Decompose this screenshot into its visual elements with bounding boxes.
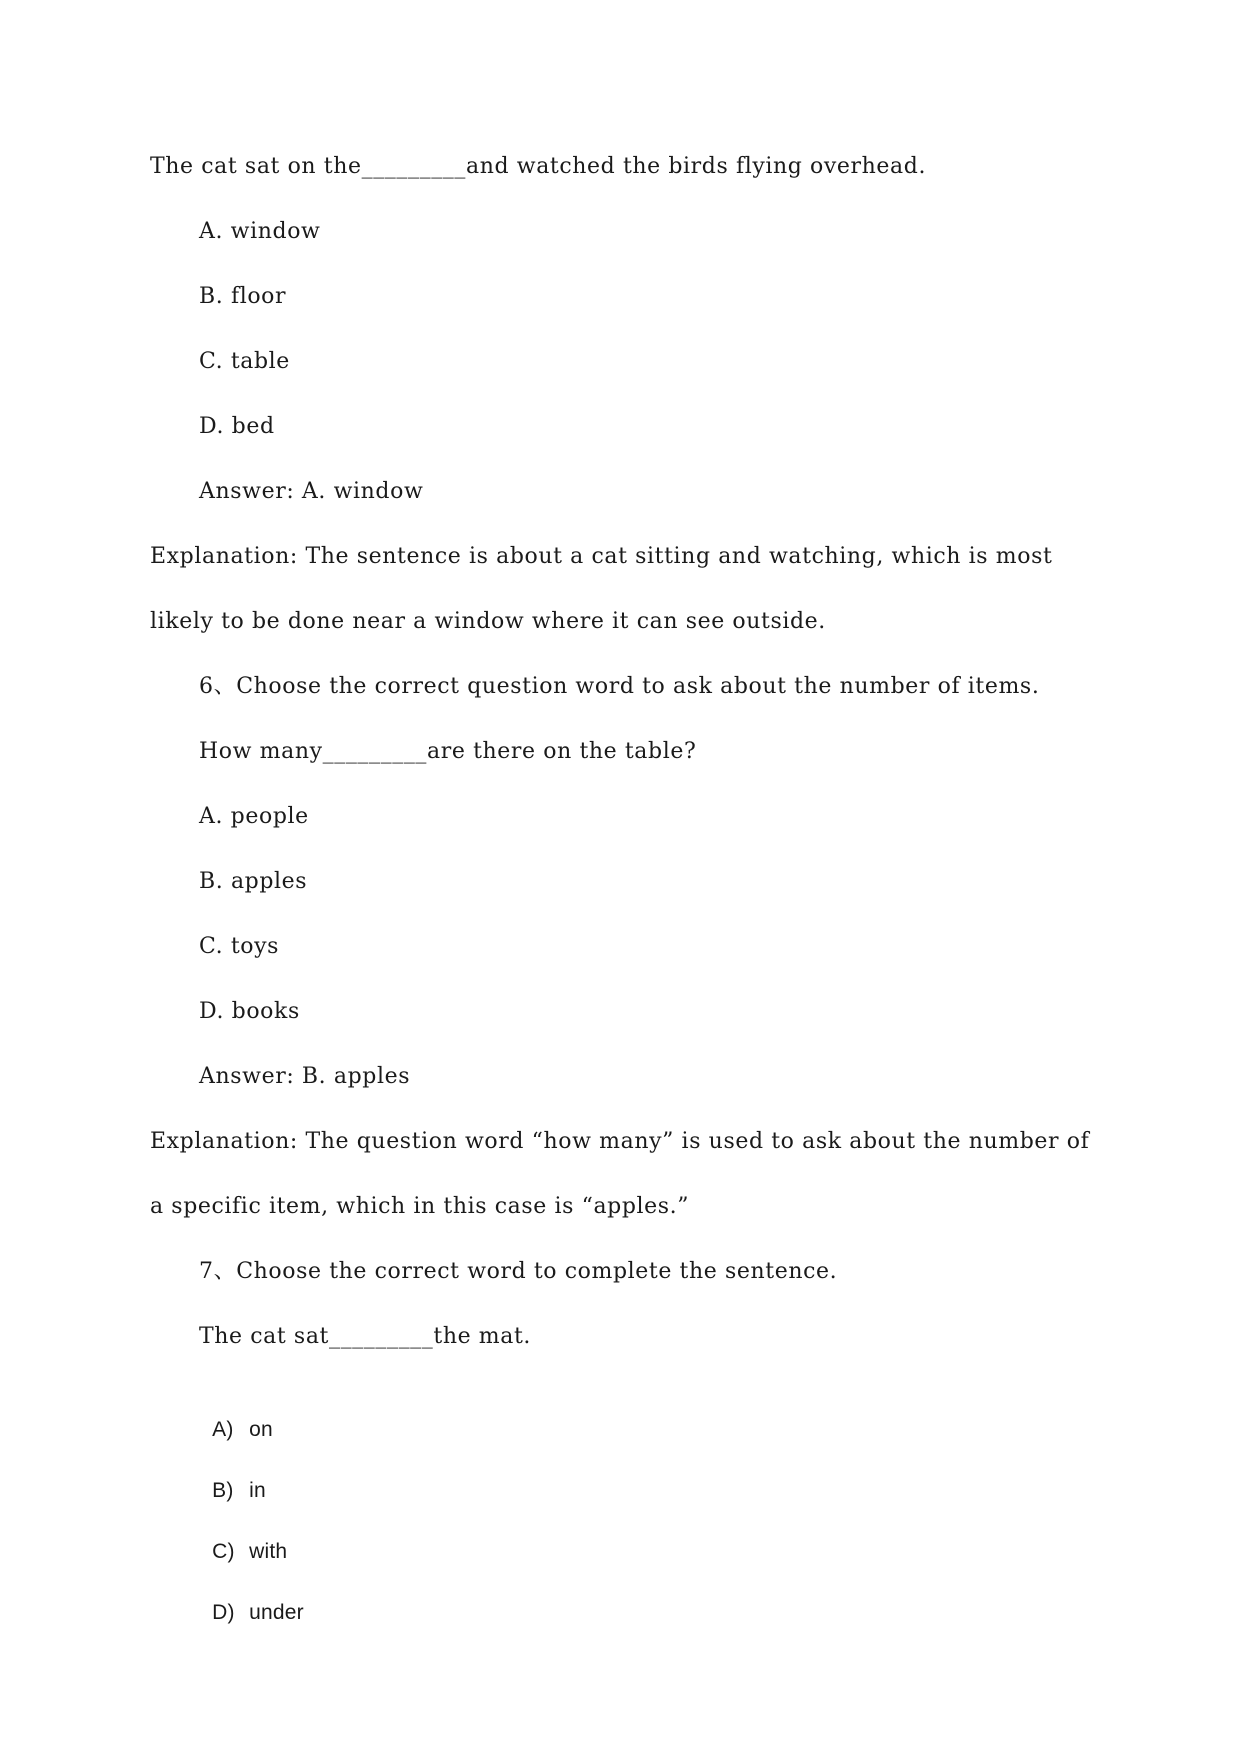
q6-option-d: D. books (199, 999, 300, 1024)
q6-option-c: C. toys (199, 934, 280, 959)
q5-option-b: B. floor (199, 284, 287, 309)
q5-answer: Answer: A. window (199, 479, 424, 504)
q6-option-b: B. apples (199, 869, 308, 894)
q5-stem: The cat sat on the_________and watched the birds flying overhead. (150, 154, 927, 179)
q7-option-b-letter: B) (212, 1479, 234, 1502)
q7-stem: The cat sat_________the mat. (199, 1324, 532, 1349)
q7-option-a-letter: A) (212, 1418, 234, 1441)
q7-title: 7、Choose the correct word to complete the sentence. (199, 1259, 838, 1284)
q5-explanation-line-1: Explanation: The sentence is about a cat sitting and watching, which is most (150, 544, 1053, 569)
q7-option-b-text: in (249, 1479, 266, 1502)
q5-explanation-line-2: likely to be done near a window where it can see outside. (150, 609, 826, 634)
q7-option-d-text: under (249, 1601, 304, 1624)
q5-option-a: A. window (199, 219, 321, 244)
q6-answer: Answer: B. apples (199, 1064, 411, 1089)
q6-explanation-line-2: a specific item, which in this case is “apples.” (150, 1194, 690, 1219)
q7-option-c-letter: C) (212, 1540, 235, 1563)
q6-stem: How many_________are there on the table? (199, 739, 697, 764)
q5-option-d: D. bed (199, 414, 275, 439)
q7-option-d (188, 1568, 304, 1658)
q5-option-c: C. table (199, 349, 290, 374)
q7-option-c-text: with (249, 1540, 288, 1563)
q7-option-d-letter: D) (212, 1601, 235, 1624)
q7-option-a-text: on (249, 1418, 273, 1441)
q6-title: 6、Choose the correct question word to ask about the number of items. (199, 674, 1040, 699)
q6-explanation-line-1: Explanation: The question word “how many” is used to ask about the number of (150, 1129, 1090, 1154)
q6-option-a: A. people (199, 804, 309, 829)
